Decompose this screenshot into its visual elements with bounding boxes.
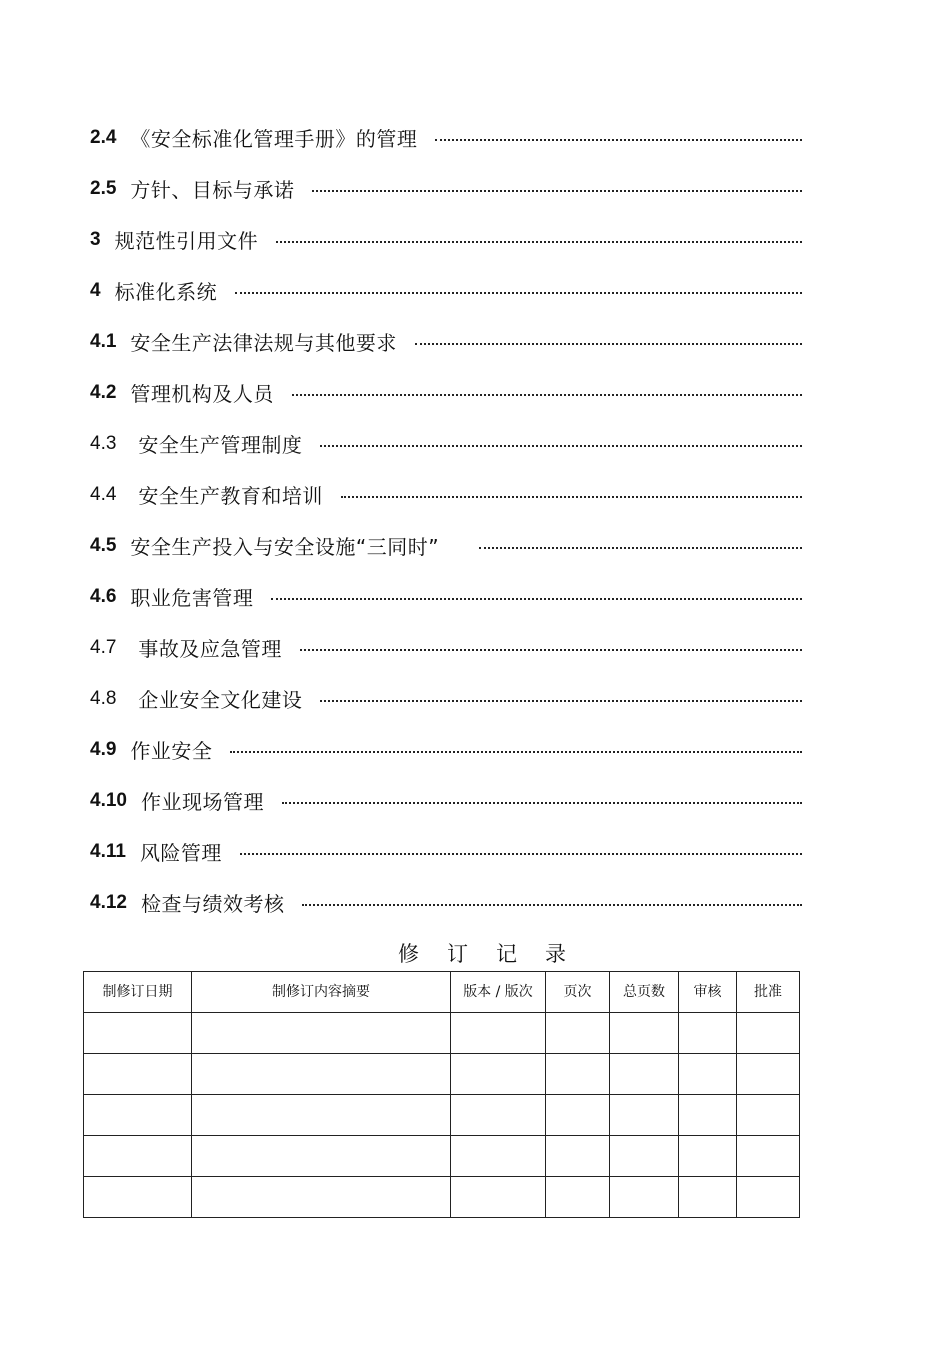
toc-entry[interactable] <box>90 775 802 826</box>
toc-leader-dots <box>320 700 802 702</box>
toc-entry-number: 4.10 <box>90 789 127 811</box>
table-cell[interactable] <box>84 1177 192 1218</box>
table-cell[interactable] <box>84 1054 192 1095</box>
toc-entry[interactable] <box>90 724 802 775</box>
toc-entry-number: 4.4 <box>90 483 117 505</box>
table-cell[interactable] <box>192 1054 451 1095</box>
table-cell[interactable] <box>737 1136 800 1177</box>
toc-leader-dots <box>276 241 802 243</box>
table-of-contents <box>90 112 802 928</box>
table-cell[interactable] <box>546 1136 610 1177</box>
toc-entry-title: 检查与绩效考核 <box>140 892 285 916</box>
toc-leader-dots <box>300 649 802 651</box>
toc-entry-number: 4.5 <box>90 534 117 556</box>
toc-leader-dots <box>302 904 802 906</box>
toc-leader-dots <box>320 445 802 447</box>
table-cell[interactable] <box>451 1013 546 1054</box>
toc-entry-number: 4.9 <box>90 738 117 760</box>
table-cell[interactable] <box>451 1095 546 1136</box>
toc-entry[interactable] <box>90 877 802 928</box>
toc-entry-title: 方针、目标与承诺 <box>130 178 295 202</box>
table-cell[interactable] <box>546 1054 610 1095</box>
toc-entry-title: 《安全标准化管理手册》的管理 <box>130 127 418 151</box>
column-header-total-pages: 总页数 <box>610 972 679 1013</box>
table-cell[interactable] <box>192 1095 451 1136</box>
toc-leader-dots <box>235 292 802 294</box>
table-cell[interactable] <box>451 1054 546 1095</box>
toc-leader-dots <box>312 190 802 192</box>
table-cell[interactable] <box>192 1136 451 1177</box>
table-cell[interactable] <box>737 1054 800 1095</box>
toc-entry-number: 3 <box>90 228 101 250</box>
table-cell[interactable] <box>610 1054 679 1095</box>
table-row <box>84 1095 800 1136</box>
toc-entry[interactable] <box>90 673 802 724</box>
table-row <box>84 1013 800 1054</box>
toc-entry-number: 4.2 <box>90 381 117 403</box>
toc-entry[interactable] <box>90 265 802 316</box>
toc-leader-dots <box>415 343 802 345</box>
table-header-row <box>84 972 800 1013</box>
table-cell[interactable] <box>737 1177 800 1218</box>
toc-entry-title: 标准化系统 <box>114 280 218 304</box>
toc-entry[interactable] <box>90 112 802 163</box>
table-cell[interactable] <box>679 1054 737 1095</box>
toc-entry[interactable] <box>90 163 802 214</box>
toc-entry-title: 企业安全文化建设 <box>138 688 303 712</box>
table-cell[interactable] <box>84 1095 192 1136</box>
toc-leader-dots <box>230 751 802 753</box>
table-cell[interactable] <box>679 1013 737 1054</box>
toc-entry[interactable] <box>90 469 802 520</box>
column-header-review: 审核 <box>679 972 737 1013</box>
table-cell[interactable] <box>84 1013 192 1054</box>
toc-entry[interactable] <box>90 418 802 469</box>
table-cell[interactable] <box>192 1013 451 1054</box>
toc-entry[interactable] <box>90 571 802 622</box>
table-row <box>84 1054 800 1095</box>
table-cell[interactable] <box>737 1013 800 1054</box>
toc-entry-title: 管理机构及人员 <box>130 382 274 406</box>
toc-leader-dots <box>271 598 802 600</box>
toc-leader-dots <box>292 394 802 396</box>
table-cell[interactable] <box>679 1095 737 1136</box>
toc-leader-dots <box>282 802 802 804</box>
table-cell[interactable] <box>546 1177 610 1218</box>
table-row <box>84 1177 800 1218</box>
toc-entry-title: 规范性引用文件 <box>114 229 259 253</box>
toc-entry-title: 风险管理 <box>139 841 222 865</box>
toc-entry[interactable] <box>90 316 802 367</box>
table-cell[interactable] <box>610 1136 679 1177</box>
table-cell[interactable] <box>610 1177 679 1218</box>
toc-leader-dots <box>341 496 802 498</box>
table-cell[interactable] <box>610 1095 679 1136</box>
table-cell[interactable] <box>451 1136 546 1177</box>
table-cell[interactable] <box>679 1177 737 1218</box>
toc-entry[interactable] <box>90 214 802 265</box>
toc-entry-number: 2.4 <box>90 126 117 148</box>
table-cell[interactable] <box>546 1013 610 1054</box>
toc-entry-title: 作业安全 <box>130 739 213 763</box>
toc-entry-title: 安全生产教育和培训 <box>138 484 323 508</box>
table-cell[interactable] <box>737 1095 800 1136</box>
toc-entry[interactable] <box>90 367 802 418</box>
toc-entry-title: 安全生产法律法规与其他要求 <box>130 331 397 355</box>
toc-leader-dots <box>479 547 802 549</box>
toc-entry-number: 4.8 <box>90 687 117 709</box>
column-header-version: 版本 / 版次 <box>451 972 546 1013</box>
toc-entry-number: 4.7 <box>90 636 117 658</box>
toc-entry[interactable] <box>90 826 802 877</box>
toc-entry-title: 作业现场管理 <box>140 790 264 814</box>
table-cell[interactable] <box>546 1095 610 1136</box>
toc-entry-title: 职业危害管理 <box>130 586 254 610</box>
toc-entry-title: 安全生产管理制度 <box>138 433 303 457</box>
toc-entry-number: 4.11 <box>90 840 126 862</box>
toc-entry-title: 事故及应急管理 <box>138 637 282 661</box>
table-cell[interactable] <box>451 1177 546 1218</box>
toc-entry[interactable] <box>90 622 802 673</box>
table-cell[interactable] <box>679 1136 737 1177</box>
column-header-summary: 制修订内容摘要 <box>192 972 451 1013</box>
toc-leader-dots <box>240 853 802 855</box>
revision-record-title: 修订记录 <box>398 942 594 966</box>
toc-entry-number: 2.5 <box>90 177 117 199</box>
column-header-approve: 批准 <box>737 972 800 1013</box>
toc-entry-number: 4.6 <box>90 585 117 607</box>
column-header-date: 制修订日期 <box>84 972 192 1013</box>
toc-entry-title: 安全生产投入与安全设施“三同时” <box>130 535 440 559</box>
toc-entry[interactable] <box>90 520 802 571</box>
revision-record-table <box>83 971 800 1218</box>
toc-entry-number: 4 <box>90 279 101 301</box>
column-header-page: 页次 <box>546 972 610 1013</box>
toc-entry-number: 4.1 <box>90 330 117 352</box>
toc-leader-dots <box>435 139 802 141</box>
table-row <box>84 1136 800 1177</box>
table-cell[interactable] <box>84 1136 192 1177</box>
toc-entry-number: 4.12 <box>90 891 127 913</box>
table-cell[interactable] <box>610 1013 679 1054</box>
toc-entry-number: 4.3 <box>90 432 117 454</box>
table-cell[interactable] <box>192 1177 451 1218</box>
